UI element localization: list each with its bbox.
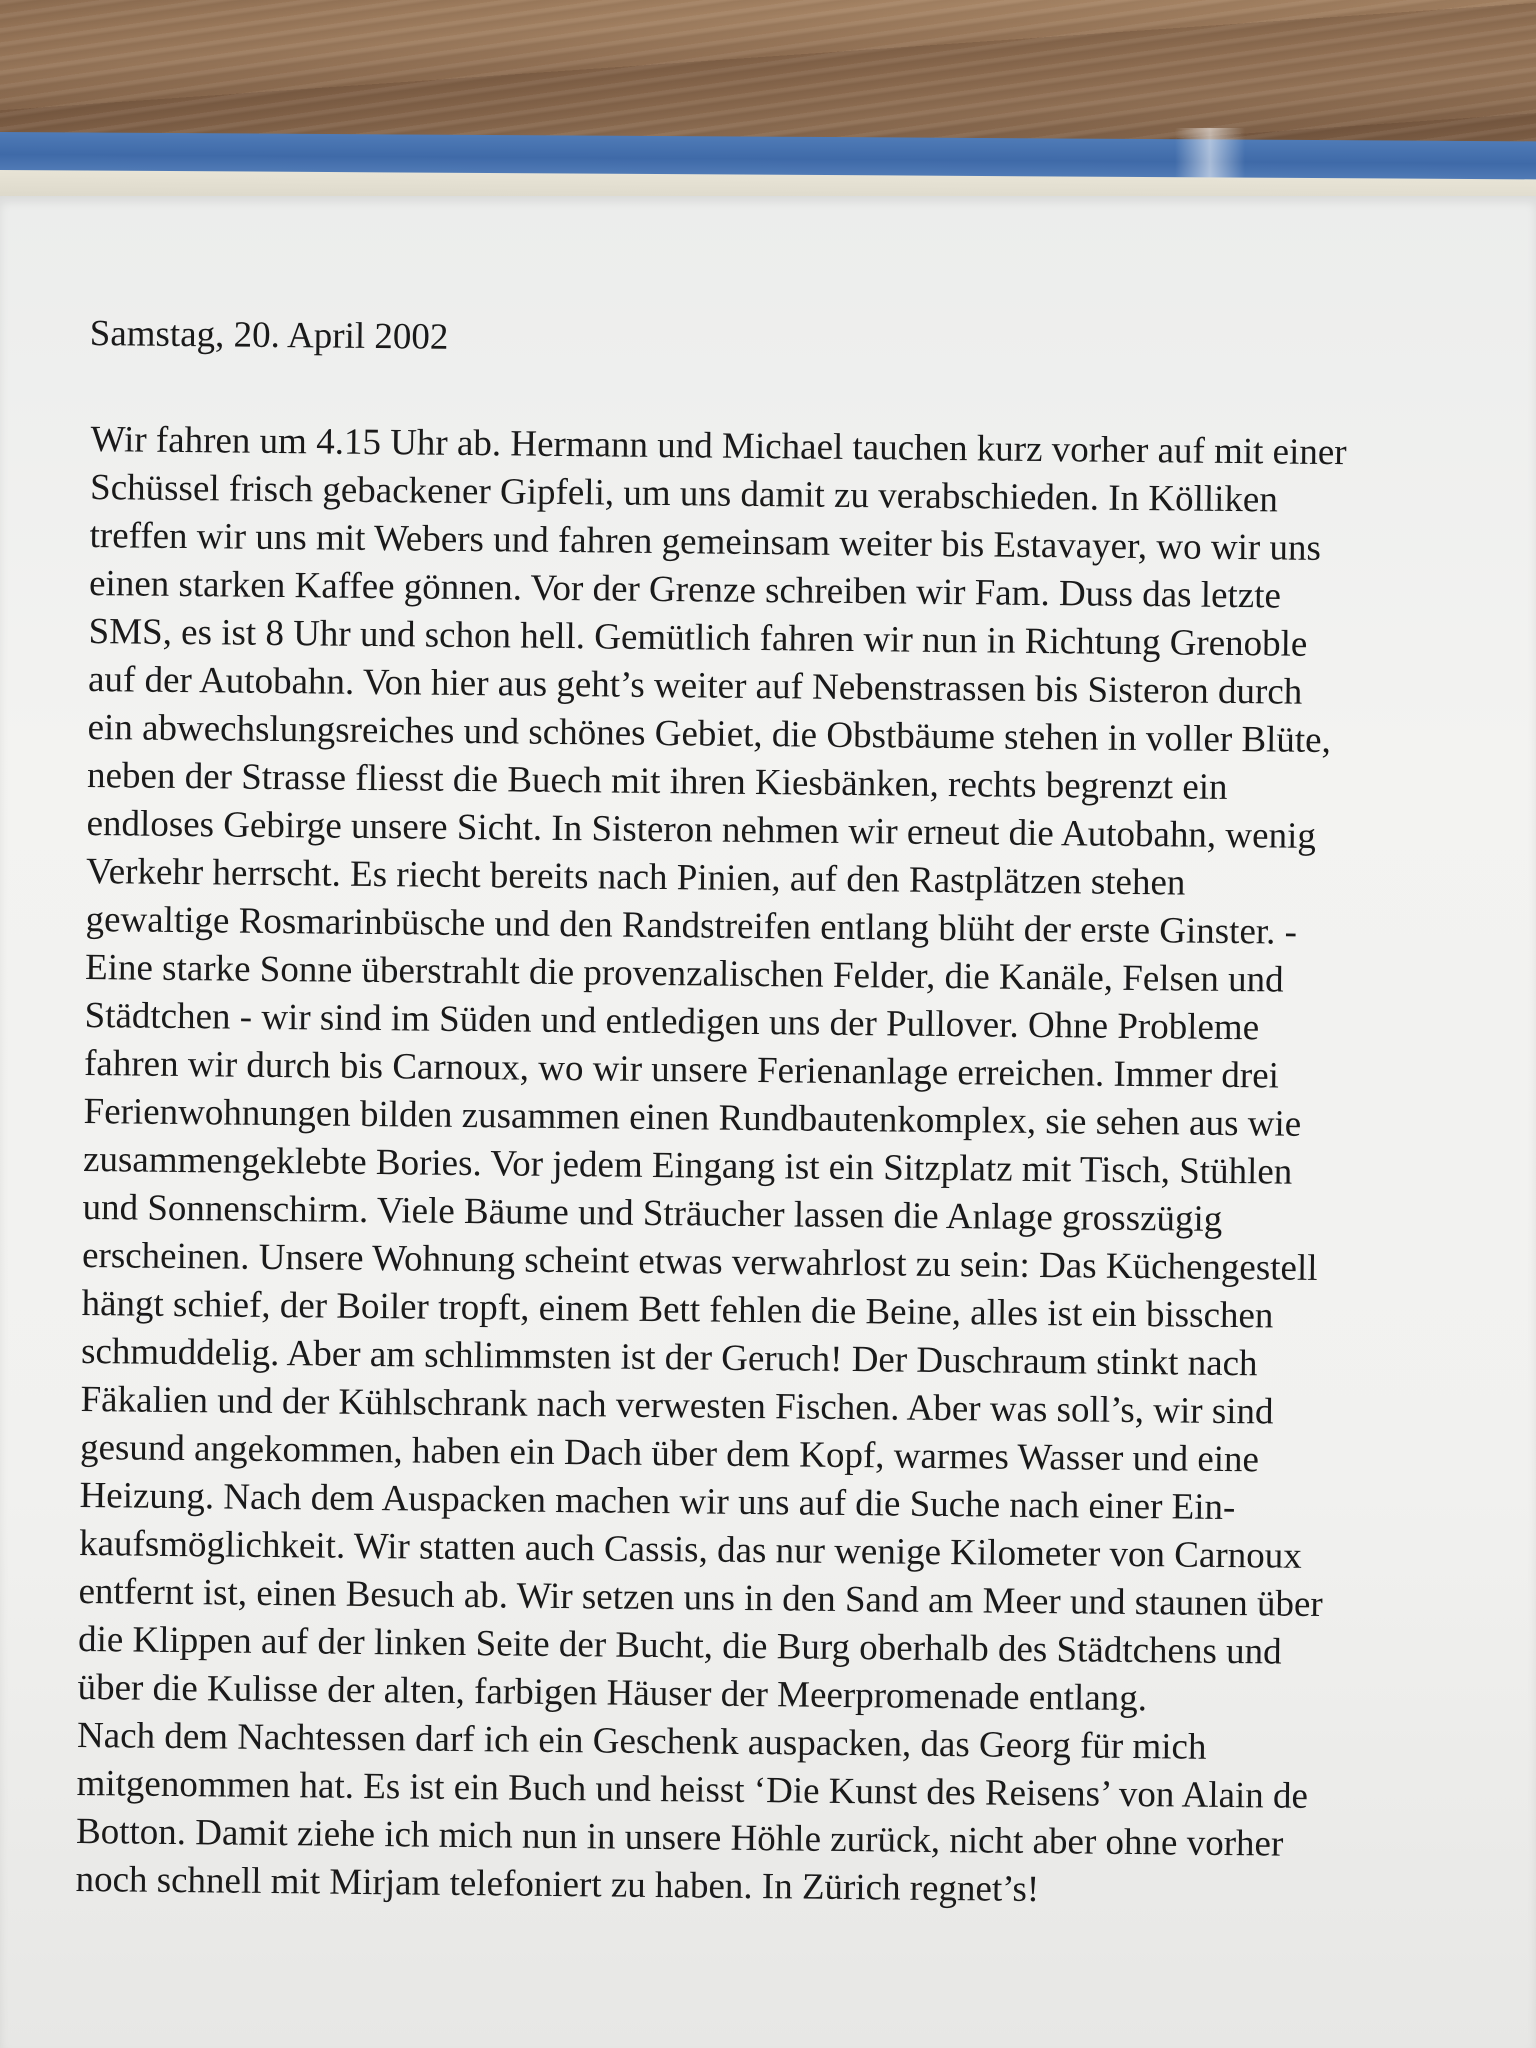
text-line: zusammengeklebte Bories. Vor jedem Eingang ist ein Sitzplatz mit Tisch, Stühlen bbox=[82, 1138, 1293, 1193]
text-line: mitgenommen hat. Es ist ein Buch und heisst ‘Die Kunst des Reisens’ von Alain de bbox=[76, 1762, 1309, 1817]
text-line: einen starken Kaffee gönnen. Vor der Grenze schreiben wir Fam. Duss das letzte bbox=[88, 563, 1282, 617]
text-line: Wir fahren um 4.15 Uhr ab. Hermann und Michael tauchen kurz vorher auf mit einer bbox=[90, 419, 1347, 474]
entry-date: Samstag, 20. April 2002 bbox=[89, 313, 449, 358]
text-line: Verkehr herrscht. Es riecht bereits nach Pinien, auf den Rastplätzen stehen bbox=[85, 851, 1186, 904]
text-line: Heizung. Nach dem Auspacken machen wir uns auf die Suche nach einer Ein- bbox=[79, 1474, 1236, 1529]
text-line: treffen wir uns mit Webers und fahren gemeinsam weiter bis Estavayer, wo wir uns bbox=[89, 515, 1322, 569]
text-line: Botton. Damit ziehe ich mich nun in unsere Höhle zurück, nicht aber ohne vorher bbox=[75, 1810, 1284, 1865]
text-line: gesund angekommen, haben ein Dach über dem Kopf, warmes Wasser und eine bbox=[79, 1426, 1260, 1481]
text-line: entfernt ist, einen Besuch ab. Wir setzen uns in den Sand am Meer und staunen über bbox=[78, 1570, 1323, 1625]
wooden-table bbox=[0, 0, 1536, 150]
text-line: kaufsmöglichkeit. Wir statten auch Cassis, das nur wenige Kilometer von Carnoux bbox=[78, 1522, 1302, 1577]
text-line: und Sonnenschirm. Viele Bäume und Sträucher lassen die Anlage grosszügig bbox=[82, 1186, 1223, 1240]
text-line: noch schnell mit Mirjam telefoniert zu haben. In Zürich regnet’s! bbox=[75, 1858, 1040, 1911]
diary-entry bbox=[71, 310, 1488, 1919]
text-line: über die Kulisse der alten, farbigen Häuser der Meerpromenade entlang. bbox=[77, 1666, 1148, 1720]
text-line: erscheinen. Unsere Wohnung scheint etwas verwahrlost zu sein: Das Küchengestell bbox=[81, 1234, 1318, 1289]
text-line: die Klippen auf der linken Seite der Bucht, die Burg oberhalb des Städtchens und bbox=[77, 1618, 1282, 1673]
text-line: gewaltige Rosmarinbüsche und den Randstreifen entlang blüht der erste Ginster. - bbox=[85, 899, 1298, 953]
text-line: Fäkalien und der Kühlschrank nach verwesten Fischen. Aber was soll’s, wir sind bbox=[80, 1378, 1274, 1433]
text-line: Städtchen - wir sind im Süden und entledigen uns der Pullover. Ohne Probleme bbox=[84, 995, 1260, 1049]
text-line: Nach dem Nachtessen darf ich ein Geschenk auspacken, das Georg für mich bbox=[76, 1714, 1207, 1768]
text-line: neben der Strasse fliesst die Buech mit ihren Kiesbänken, rechts begrenzt ein bbox=[86, 755, 1228, 808]
text-line: hängt schief, der Boiler tropft, einem Bett fehlen die Beine, alles ist ein bisschen bbox=[81, 1282, 1274, 1337]
text-line: Ferienwohnungen bilden zusammen einen Rundbautenkomplex, sie sehen aus wie bbox=[83, 1090, 1302, 1145]
text-line: SMS, es ist 8 Uhr und schon hell. Gemütlich fahren wir nun in Richtung Grenoble bbox=[88, 611, 1308, 665]
text-line: fahren wir durch bis Carnoux, wo wir unsere Ferienanlage erreichen. Immer drei bbox=[83, 1043, 1280, 1097]
entry-body bbox=[71, 416, 1487, 1919]
text-line: auf der Autobahn. Von hier aus geht’s weiter auf Nebenstrassen bis Sisteron durch bbox=[87, 659, 1303, 713]
text-line: schmuddelig. Aber am schlimmsten ist der Geruch! Der Duschraum stinkt nach bbox=[80, 1330, 1258, 1385]
text-line: endloses Gebirge unsere Sicht. In Sisteron nehmen wir erneut die Autobahn, wenig bbox=[86, 803, 1317, 857]
text-line: Eine starke Sonne überstrahlt die provenzalischen Felder, die Kanäle, Felsen und bbox=[84, 947, 1284, 1001]
text-line: ein abwechslungsreiches und schönes Gebiet, die Obstbäume stehen in voller Blüte, bbox=[87, 707, 1332, 762]
text-line: Schüssel frisch gebackener Gipfeli, um uns damit zu verabschieden. In Kölliken bbox=[89, 467, 1279, 521]
